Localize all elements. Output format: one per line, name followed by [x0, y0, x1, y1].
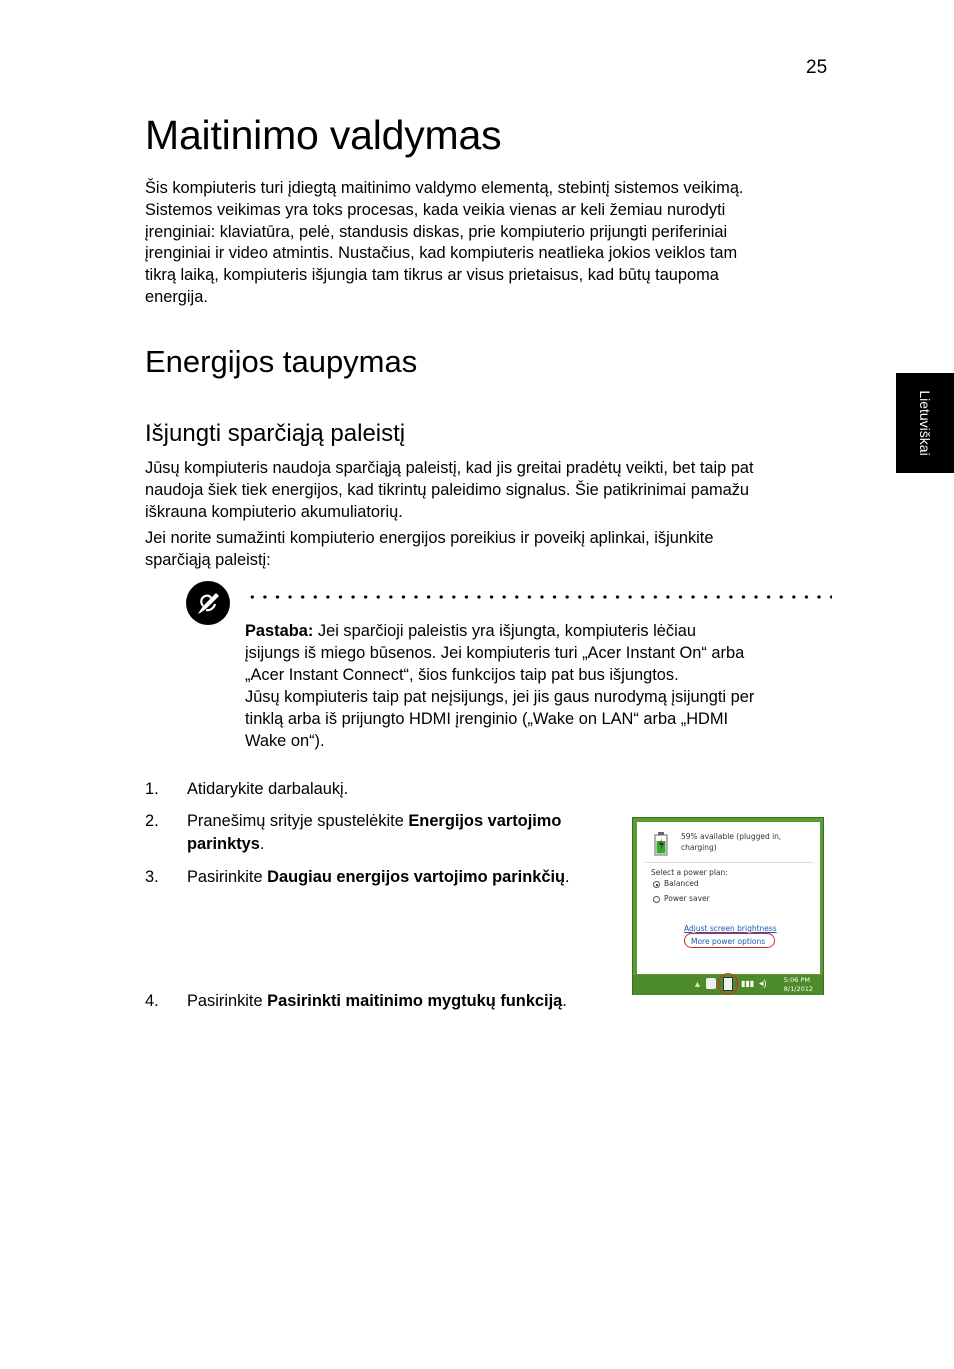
step-text	[187, 990, 567, 1013]
clock-date: 8/1/2012	[783, 985, 813, 993]
intro-line: energija.	[145, 287, 208, 306]
intro-line: įrenginiai: klaviatūra, pelė, standusis diskas, prie kompiuterio prijungti periferiniai	[145, 222, 728, 241]
note-pen-icon	[185, 580, 231, 626]
plan-balanced-label[interactable]: Balanced	[664, 879, 699, 888]
step-number: 1.	[145, 780, 159, 798]
para-line: sparčiąją paleistį:	[145, 550, 271, 569]
para-line: iškrauna kompiuterio akumuliatorių.	[145, 502, 403, 521]
highlight-circle	[684, 933, 775, 948]
power-flyout-screenshot	[632, 817, 824, 995]
note-line	[245, 620, 835, 642]
step-text	[187, 810, 561, 856]
step-text	[187, 778, 348, 801]
step-number: 2.	[145, 812, 159, 830]
language-tab	[896, 373, 954, 473]
action-center-icon[interactable]	[706, 978, 716, 989]
plan-power-saver-label[interactable]: Power saver	[664, 894, 710, 903]
note-line: tinklą arba iš prijungto HDMI įrenginio („Wake on LAN“ arba „HDMI	[245, 710, 729, 728]
step-text-plain: Pasirinkite	[187, 992, 268, 1010]
note-divider	[246, 595, 832, 599]
step-text-plain: Pasirinkite	[187, 868, 268, 886]
power-plan-label: Select a power plan:	[651, 868, 728, 877]
taskbar	[633, 975, 823, 995]
clock[interactable]	[784, 976, 813, 994]
language-tab-label: Lietuviškai	[917, 390, 933, 456]
chevron-up-icon[interactable]: ▲	[693, 979, 702, 989]
intro-line: Šis kompiuteris turi įdiegtą maitinimo valdymo elementą, stebintį sistemos veikimą.	[145, 179, 744, 197]
subsection-title: Išjungti sparčiąją paleistį	[145, 420, 406, 447]
step-text-bold: Daugiau energijos vartojimo parinkčių	[267, 868, 566, 886]
para-line: Jei norite sumažinti kompiuterio energijos poreikius ir poveikį aplinkai, išjunkite	[145, 529, 714, 547]
more-power-options-link[interactable]: More power options	[691, 937, 766, 946]
radio-balanced[interactable]	[653, 881, 660, 888]
paragraph-fast-startup	[145, 458, 835, 523]
paragraph-instructions-intro	[145, 528, 835, 572]
volume-icon[interactable]: ◂)	[759, 978, 767, 988]
step-text-plain: .	[259, 835, 265, 853]
intro-line: tikrą laiką, kompiuteris išjungia tam tikrus ar visus prietaisus, kad būtų taupoma	[145, 266, 719, 285]
note-line: Wake on“).	[245, 732, 325, 750]
adjust-brightness-link[interactable]: Adjust screen brightness	[684, 924, 777, 933]
step-text-plain: Atidarykite darbalaukį.	[187, 780, 349, 798]
step-number: 4.	[145, 992, 159, 1010]
step-text-plain: .	[562, 992, 567, 1010]
intro-paragraph	[145, 178, 835, 309]
step-number: 3.	[145, 868, 159, 886]
para-line: Jūsų kompiuteris naudoja sparčiąją paleistį, kad jis greitai pradėtų veikti, bet taip pat	[145, 459, 754, 477]
step-text	[187, 866, 570, 889]
battery-status-line: charging)	[681, 843, 717, 852]
step-text-bold: parinktys	[187, 835, 260, 853]
power-flyout-panel	[637, 822, 820, 974]
para-line: naudoja šiek tiek energijos, kad tikrintų paleidimo signalus. Šie patikrinimai pamažu	[145, 480, 750, 499]
page-title: Maitinimo valdymas	[145, 112, 502, 158]
intro-line: įrenginiai ir video atmintis. Nustačius, kad kompiuteris neatlieka jokios veiklos tam	[145, 244, 738, 263]
tray-highlight-circle	[718, 973, 738, 995]
note-box	[245, 620, 835, 752]
note-line: „Acer Instant Connect“, šios funkcijos taip pat bus išjungtos.	[245, 666, 679, 684]
note-line: Jūsų kompiuteris taip pat neįsijungs, jei jis gaus nurodymą įsijungti per	[245, 688, 755, 706]
radio-power-saver[interactable]	[653, 896, 660, 903]
battery-status-line: 59% available (plugged in,	[681, 832, 782, 841]
step-text-bold: Energijos vartojimo	[408, 812, 562, 830]
flyout-divider	[645, 862, 813, 863]
step-text-plain: .	[565, 868, 570, 886]
note-line: įsijungs iš miego būsenos. Jei kompiuteris turi „Acer Instant On“ arba	[245, 644, 745, 662]
step-text-plain: Pranešimų srityje spustelėkite	[187, 812, 409, 830]
network-icon[interactable]: ▮▮▮	[741, 979, 755, 988]
section-title: Energijos taupymas	[145, 344, 418, 379]
page-number: 25	[806, 57, 828, 78]
intro-line: Sistemos veikimas yra toks procesas, kada veikia vienas ar keli žemiau nurodyti	[145, 200, 726, 219]
step-text-bold: Pasirinkti maitinimo mygtukų funkciją	[267, 992, 563, 1010]
note-text: Jei sparčioji paleistis yra išjungta, kompiuteris lėčiau	[313, 622, 696, 640]
note-label: Pastaba:	[245, 622, 314, 640]
battery-charging-icon	[654, 832, 668, 856]
clock-time: 5:06 PM	[783, 976, 810, 984]
